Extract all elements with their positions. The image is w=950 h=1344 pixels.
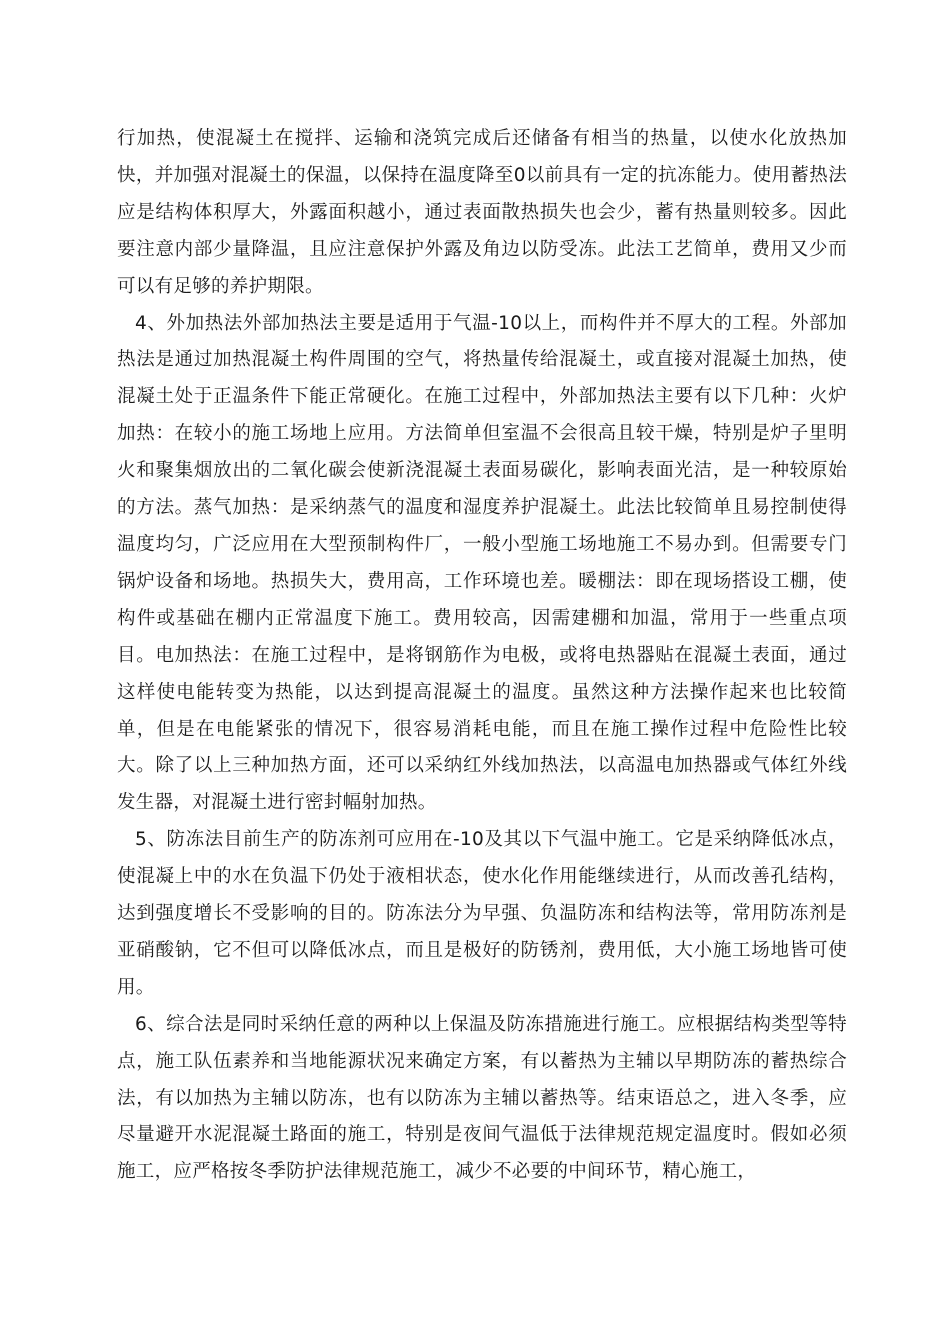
paragraph-6-combined-method: 6、综合法是同时采纳任意的两种以上保温及防冻措施进行施工。应根据结构类型等特点，施工队伍素养和当地能源状况来确定方案，有以蓄热为主辅以早期防冻的蓄热综合法，有以加热为主辅以防冻，也有以防冻为主辅以蓄热等。结束语总之，进入冬季，应尽量避开水泥混凝土路面的施工，特别是夜间气温低于法律规范规定温度时。假如必须施工，应严格按冬季防护法律规范施工，减少不必要的中间环节，精心施工， (117, 1013, 847, 1183)
paragraph-4-external-heating: 4、外加热法外部加热法主要是适用于气温-10以上，而构件并不厚大的工程。外部加热法是通过加热混凝土构件周围的空气，将热量传给混凝土，或直接对混凝土加热，使混凝土处于正温条件下能正常硬化。在施工过程中，外部加热法主要有以下几种：火炉加热：在较小的施工场地上应用。方法简单但室温不会很高且较干燥，特别是炉子里明火和聚集烟放出的二氧化碳会使新浇混凝土表面易碳化，影响表面光洁，是一种较原始的方法。蒸气加热：是采纳蒸气的温度和湿度养护混凝土。此法比较简单且易控制使得温度均匀，广泛应用在大型预制构件厂，一般小型施工场地施工不易办到。但需要专门锅炉设备和场地。热损失大，费用高，工作环境也差。暖棚法：即在现场搭设工棚，使构件或基础在棚内正常温度下施工。费用较高，因需建棚和加温，常用于一些重点项目。电加热法：在施工过程中，是将钢筋作为电极，或将电热器贴在混凝土表面，通过这样使电能转变为热能，以达到提高混凝土的温度。虽然这种方法操作起来也比较简单，但是在电能紧张的情况下，很容易消耗电能，而且在施工操作过程中危险性比较大。除了以上三种加热方面，还可以采纳红外线加热法，以高温电加热器或气体红外线发生器，对混凝土进行密封幅射加热。 (117, 312, 847, 814)
paragraph-continuation: 行加热，使混凝土在搅拌、运输和浇筑完成后还储备有相当的热量，以使水化放热加快，并加强对混凝土的保温，以保持在温度降至0以前具有一定的抗冻能力。使用蓄热法应是结构体积厚大，外露面积越小，通过表面散热损失也会少，蓄有热量则较多。因此要注意内部少量降温，且应注意保护外露及角边以防受冻。此法工艺简单，费用又少而可以有足够的养护期限。 (117, 128, 847, 297)
body-text (117, 121, 847, 1191)
paragraph-5-antifreeze: 5、防冻法目前生产的防冻剂可应用在-10及其以下气温中施工。它是采纳降低冰点，使混凝上中的水在负温下仍处于液相状态，使水化作用能继续进行，从而改善孔结构，达到强度增长不受影响的目的。防冻法分为早强、负温防冻和结构法等，常用防冻剂是亚硝酸钠，它不但可以降低冰点，而且是极好的防锈剂，费用低，大小施工场地皆可使用。 (117, 829, 847, 998)
